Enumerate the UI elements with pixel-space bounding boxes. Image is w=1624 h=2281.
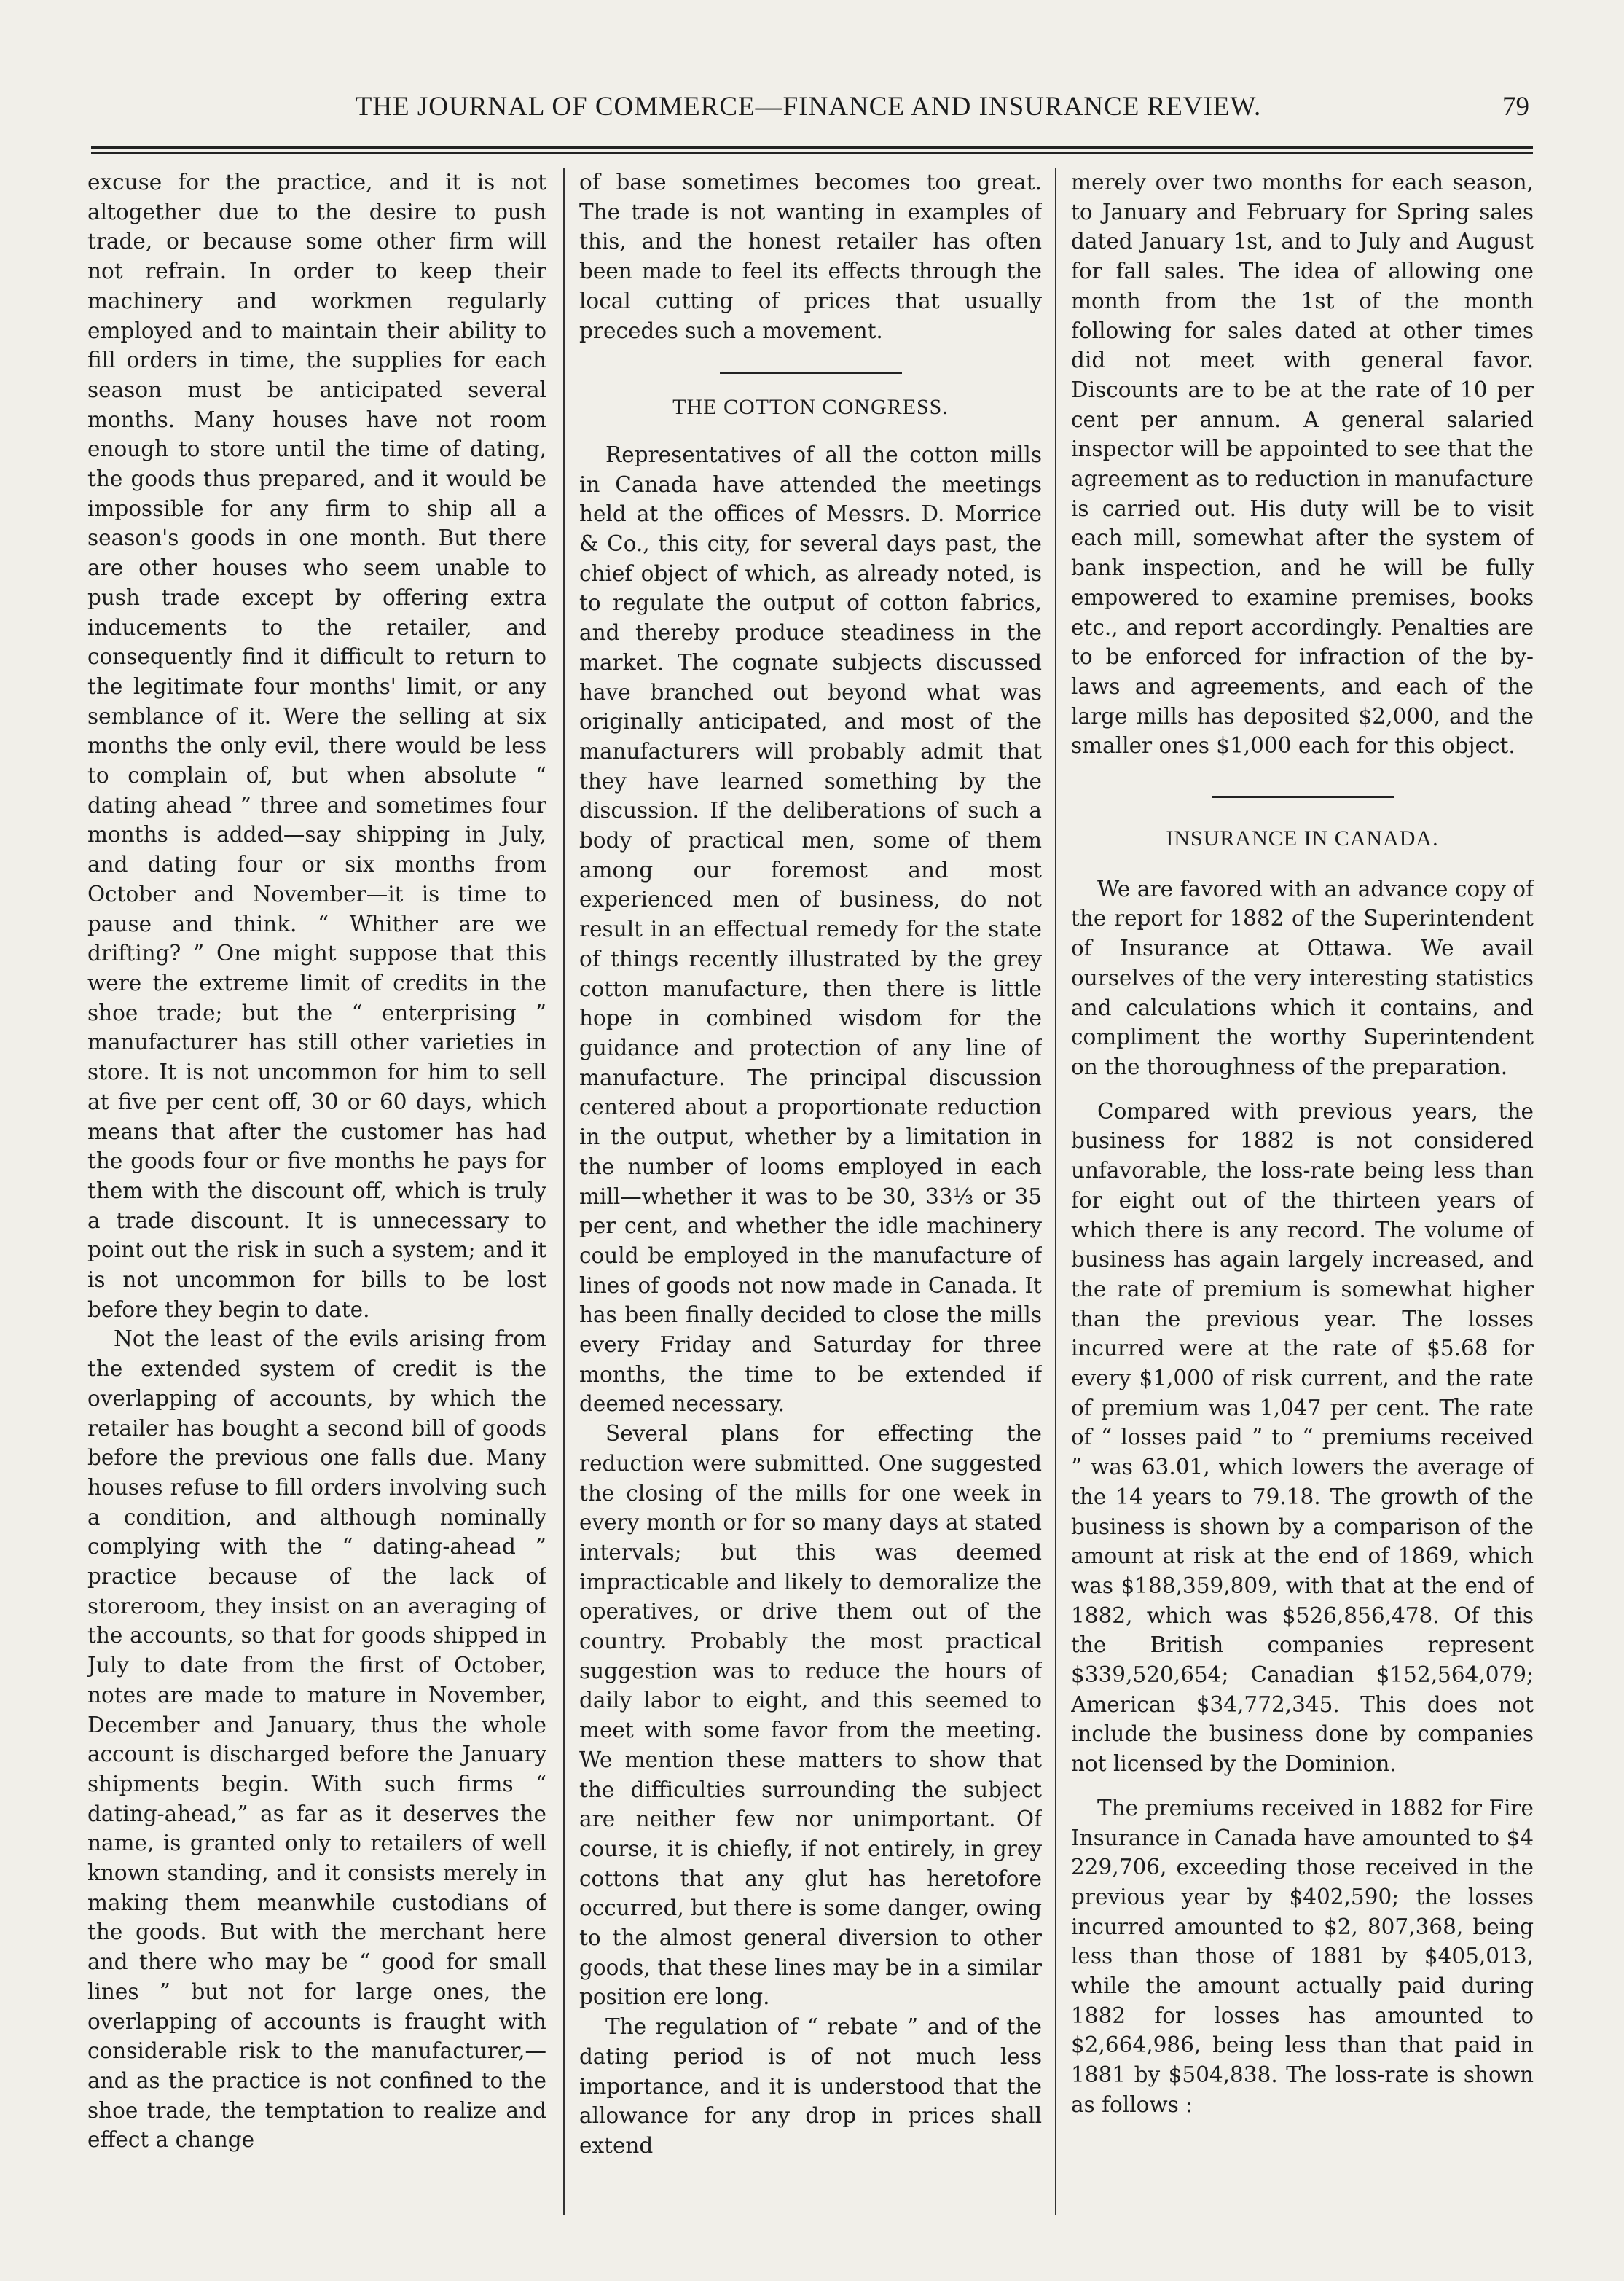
- section-rule: [1212, 796, 1394, 798]
- column-3: [1071, 168, 1534, 2230]
- article-paragraph: merely over two months for each season, to January and February for Spring sales dated January 1st, and to July and August for fall sales. The idea of allowing one month from the 1st of the month following for sales dated at other times did not meet with general favor. Discounts are to be at the rate of 10 per cent per annum. A general salaried inspector will be appointed to see that the agreement as to reduction in manufacture is carried out. His duty will be to visit each mill, somewhat after the system of bank inspection, and he will be fully empowered to examine premises, books etc., and report accordingly. Penalties are to be enforced for infraction of the by-laws and agreements, and each of the large mills has deposited $2,000, and the smaller ones $1,000 each for this object.: [1071, 170, 1534, 759]
- header-rule-thick: [91, 146, 1533, 149]
- column-2: [579, 168, 1042, 2230]
- article-paragraph: Not the least of the evils arising from the extended system of credit is the overlapping of accounts, by which the retailer has bought a second bill of goods before the previous one falls due. Many houses refuse to fill orders involving such a condition, and although nominally complying with the “ dating-ahead ” practice because of the lack of storeroom, they insist on an averaging of the accounts, so that for goods shipped in July to date from the first of October, notes are made to mature in November, December and January, thus the whole account is discharged before the January shipments begin. With such firms “ dating-ahead,” as far as it deserves the name, is granted only to retailers of well known standing, and it consists merely in making them meanwhile custodians of the goods. But with the merchant here and there who may be “ good for small lines ” but not for large ones, the overlapping of accounts is fraught with considerable risk to the manufacturer,—and as the practice is not confined to the shoe trade, the temptation to realize and effect a change: [87, 1326, 546, 2153]
- column-divider: [1055, 168, 1056, 2215]
- article-paragraph: of base sometimes becomes too great. The trade is not wanting in examples of this, and the honest retailer has often been made to feel its effects through the local cutting of prices that usually precedes such a movement.: [579, 170, 1042, 343]
- header-rule-thin: [91, 152, 1533, 154]
- article-paragraph: Compared with previous years, the business for 1882 is not considered unfavorable, the loss-rate being less than for eight out of the thirteen years of which there is any record. The volume of business has again largely increased, and the rate of premium is somewhat higher than the previous year. The losses incurred were at the rate of $5.68 for every $1,000 of risk current, and the rate of premium was 1,047 per cent. The rate of “ losses paid ” to “ premiums received ” was 63.01, which lowers the average of the 14 years to 79.18. The growth of the business is shown by a comparison of the amount at risk at the end of 1869, which was $188,359,809, with that at the end of 1882, which was $526,856,478. Of this the British companies represent $339,520,654; Canadian $152,564,079; American $34,772,345. This does not include the business done by companies not licensed by the Dominion.: [1071, 1098, 1534, 1777]
- article-paragraph: excuse for the practice, and it is not altogether due to the desire to push trade, or because some other firm will not refrain. In order to keep their machinery and workmen regularly employed and to maintain their ability to fill orders in time, the supplies for each season must be anticipated several months. Many houses have not room enough to store until the time of dating, the goods thus prepared, and it would be impossible for any firm to ship all a season's goods in one month. But there are other houses who seem unable to push trade except by offering extra inducements to the retailer, and consequently find it difficult to return to the legitimate four months' limit, or any semblance of it. Were the selling at six months the only evil, there would be less to complain of, but when absolute “ dating ahead ” three and sometimes four months is added—say shipping in July, and dating four or six months from October and November—it is time to pause and think. “ Whither are we drifting? ” One might suppose that this were the extreme limit of credits in the shoe trade; but the “ enterprising ” manufacturer has still other varieties in store. It is not uncommon for him to sell at five per cent off, 30 or 60 days, which means that after the customer has had the goods four or five months he pays for them with the discount off, which is truly a trade discount. It is unnecessary to point out the risk in such a system; and it is not uncommon for bills to be lost before they begin to date.: [87, 170, 546, 1322]
- column-divider: [563, 168, 565, 2215]
- section-rule: [720, 372, 902, 374]
- article-paragraph: Several plans for effecting the reduction were submitted. One suggested the closing of the mills for one week in every month or for so many days at stated intervals; but this was deemed impracticable and likely to demoralize the operatives, or drive them out of the country. Probably the most practical suggestion was to reduce the hours of daily labor to eight, and this seemed to meet with some favor from the meeting. We mention these matters to show that the difficulties surrounding the subject are neither few nor unimportant. Of course, it is chiefly, if not entirely, in grey cottons that any glut has heretofore occurred, but there is some danger, owing to the almost general diversion to other goods, that these lines may be in a similar position ere long.: [579, 1421, 1042, 2010]
- article-paragraph: Representatives of all the cotton mills in Canada have attended the meetings held at the offices of Messrs. D. Morrice & Co., this city, for several days past, the chief object of which, as already noted, is to regulate the output of cotton fabrics, and thereby produce steadiness in the market. The cognate subjects discussed have branched out beyond what was originally anticipated, and most of the manufacturers will probably admit that they have learned something by the discussion. If the deliberations of such a body of practical men, some of them among our foremost and most experienced men of business, do not result in an effectual remedy for the state of things recently illustrated by the grey cotton manufacture, then there is little hope in combined wisdom for the guidance and protection of any line of manufacture. The principal discussion centered about a proportionate reduction in the output, whether by a limitation in the number of looms employed in each mill—whether it was to be 30, 33⅓ or 35 per cent, and whether the idle machinery could be employed in the manufacture of lines of goods not now made in Canada. It has been finally decided to close the mills every Friday and Saturday for three months, the time to be extended if deemed necessary.: [579, 442, 1042, 1417]
- page-number: 79: [1502, 92, 1529, 122]
- section-heading-insurance-in-canada: INSURANCE IN CANADA.: [1166, 826, 1439, 851]
- running-head: [87, 91, 1529, 135]
- article-paragraph: We are favored with an advance copy of the report for 1882 of the Superintendent of Insurance at Ottawa. We avail ourselves of the very interesting statistics and calculations which it contains, and compliment the worthy Superintendent on the thoroughness of the preparation.: [1071, 876, 1534, 1079]
- section-heading-cotton-congress: THE COTTON CONGRESS.: [672, 395, 949, 420]
- article-paragraph: The premiums received in 1882 for Fire Insurance in Canada have amounted to $4 229,706, exceeding those received in the previous year by $402,590; the losses incurred amounted to $2, 807,368, being less than those of 1881 by $405,013, while the amount actually paid during 1882 for losses has amounted to $2,664,986, being less than that paid in 1881 by $504,838. The loss-rate is shown as follows :: [1071, 1795, 1534, 2117]
- column-1: [87, 168, 546, 2230]
- article-paragraph: The regulation of “ rebate ” and of the dating period is of not much less importance, and it is understood that the allowance for any drop in prices shall extend: [579, 2014, 1042, 2158]
- running-title: THE JOURNAL OF COMMERCE—FINANCE AND INSURANCE REVIEW.: [355, 92, 1262, 122]
